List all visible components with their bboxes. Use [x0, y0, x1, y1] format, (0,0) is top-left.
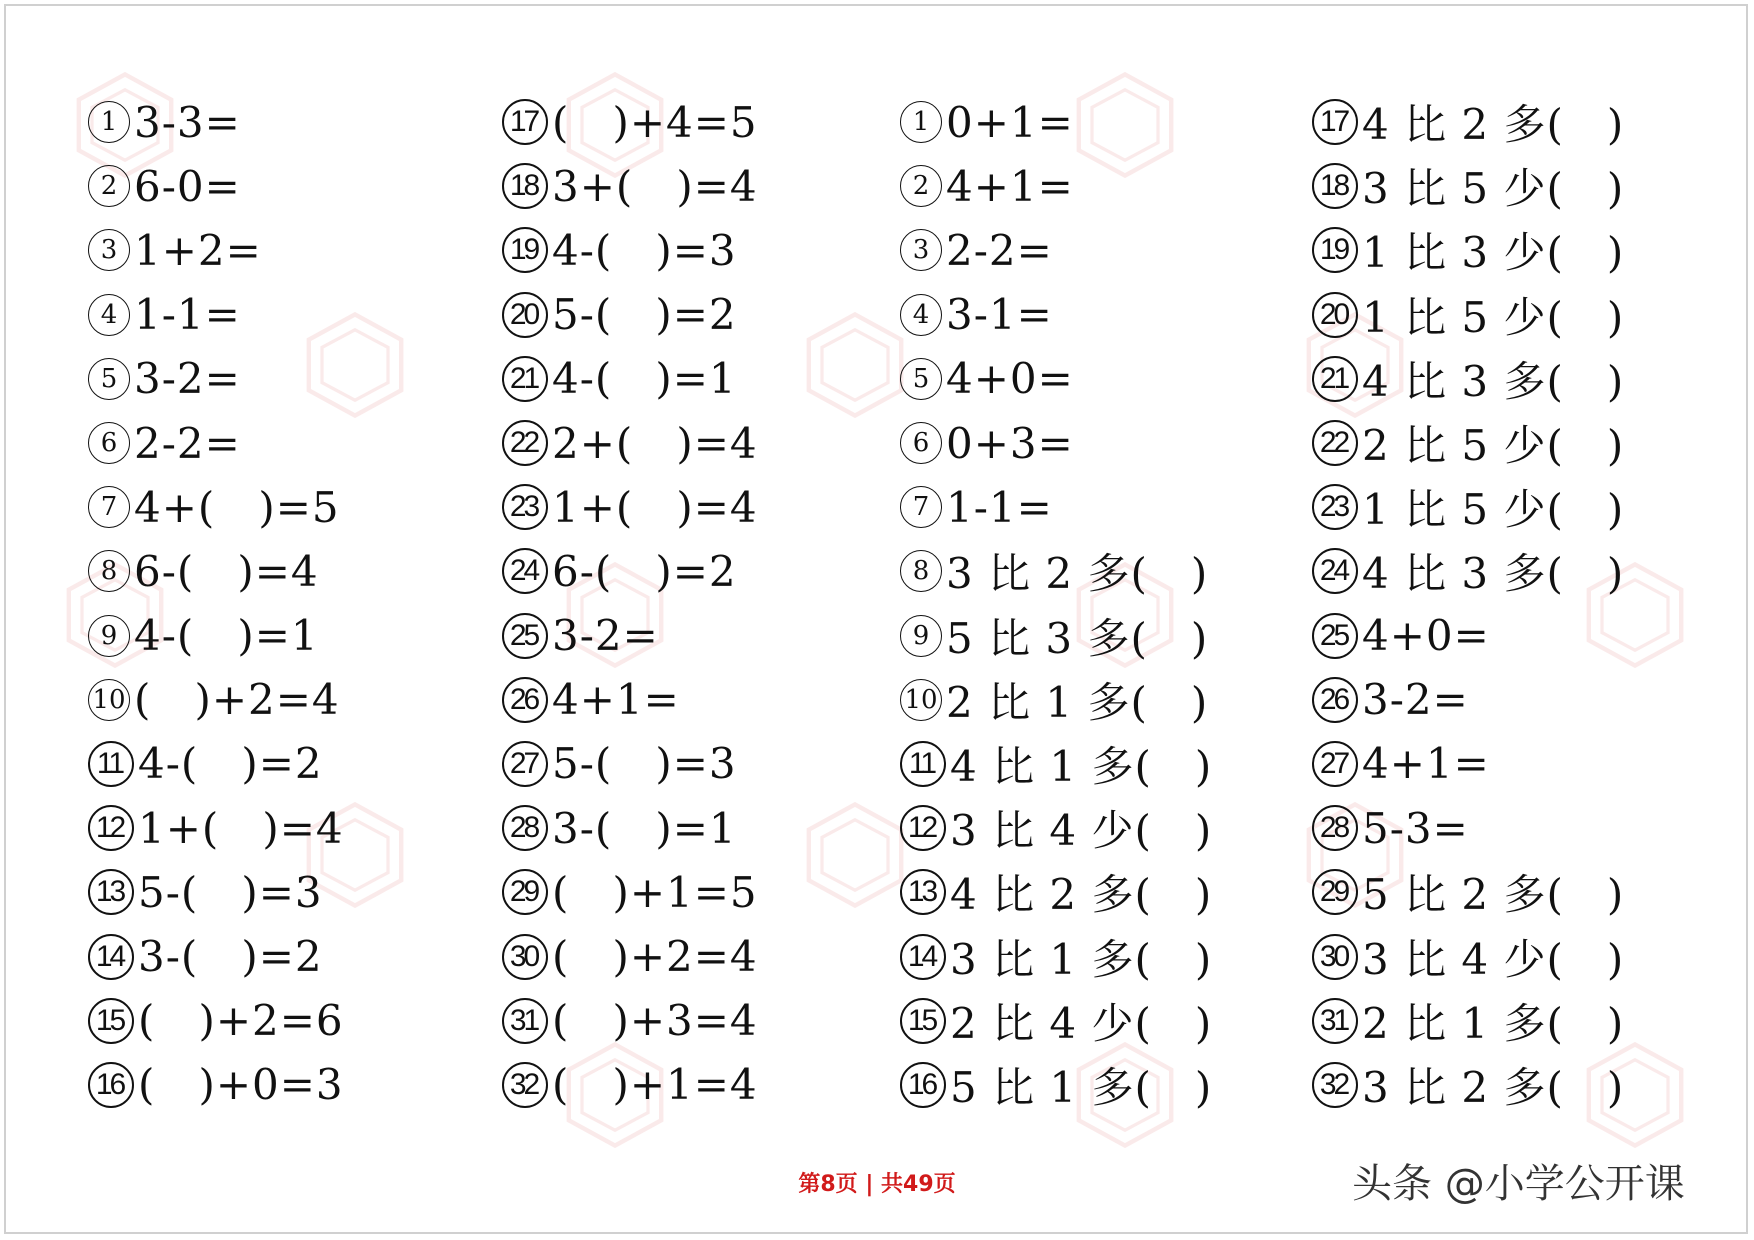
exercise-item — [1312, 154, 1624, 218]
exercise-item — [900, 668, 1212, 732]
problem-number-badge: 4 — [900, 294, 942, 336]
exercise-item — [900, 1053, 1212, 1117]
problem-expression: 5-( )=2 — [552, 290, 737, 340]
exercise-item — [1312, 90, 1624, 154]
exercise-item — [1312, 347, 1624, 411]
problem-number-badge: 27 — [1312, 741, 1358, 787]
problem-number-badge: 22 — [1312, 420, 1358, 466]
exercise-item — [502, 924, 758, 988]
exercise-item — [502, 154, 758, 218]
exercise-item — [900, 154, 1212, 218]
problem-number-badge: 20 — [502, 292, 548, 338]
problem-expression: 2-2= — [134, 418, 241, 468]
problem-expression: 4 比 2 多( ) — [950, 870, 1213, 920]
problem-expression: 1+( )=4 — [552, 482, 758, 532]
problem-expression: 3-( )=1 — [552, 803, 737, 853]
problem-number-badge: 11 — [88, 741, 134, 787]
exercise-item — [502, 668, 758, 732]
problem-expression: ( )+1=4 — [552, 1060, 758, 1110]
problem-expression: ( )+1=5 — [552, 867, 758, 917]
problem-number-badge: 23 — [1312, 484, 1358, 530]
exercise-item — [502, 475, 758, 539]
problem-number-badge: 29 — [1312, 869, 1358, 915]
problem-number-badge: 1 — [88, 101, 130, 143]
problem-number-badge: 15 — [900, 998, 946, 1044]
exercise-item — [900, 218, 1212, 282]
problem-expression: ( )+4=5 — [552, 97, 758, 147]
problem-expression: 3-2= — [552, 611, 659, 661]
problem-expression: ( )+2=6 — [138, 996, 344, 1046]
problem-expression: 4+1= — [552, 675, 680, 725]
problem-number-badge: 30 — [502, 934, 548, 980]
problem-number-badge: 19 — [502, 227, 548, 273]
problem-expression: 5 比 2 多( ) — [1362, 870, 1625, 920]
problem-number-badge: 7 — [88, 486, 130, 528]
watermark-hexagon — [800, 310, 910, 420]
problem-expression: 1 比 5 少( ) — [1362, 292, 1625, 342]
exercise-item — [900, 539, 1212, 603]
problem-expression: 5 比 1 多( ) — [950, 1062, 1213, 1112]
problem-number-badge: 6 — [900, 422, 942, 464]
exercise-item — [88, 411, 344, 475]
problem-number-badge: 20 — [1312, 292, 1358, 338]
exercise-item — [502, 90, 758, 154]
exercise-column-3 — [900, 90, 1212, 1117]
problem-expression: 6-( )=2 — [552, 546, 737, 596]
problem-expression: 0+3= — [946, 418, 1074, 468]
problem-expression: 4+1= — [1362, 739, 1490, 789]
problem-expression: 4+0= — [1362, 611, 1490, 661]
problem-expression: 3 比 1 多( ) — [950, 934, 1213, 984]
problem-expression: 3-2= — [1362, 675, 1469, 725]
exercise-item — [88, 989, 344, 1053]
problem-number-badge: 14 — [88, 934, 134, 980]
exercise-column-1 — [88, 90, 344, 1117]
problem-expression: ( )+3=4 — [552, 996, 758, 1046]
problem-number-badge: 31 — [1312, 998, 1358, 1044]
problem-number-badge: 32 — [502, 1062, 548, 1108]
problem-expression: 4+1= — [946, 161, 1074, 211]
exercise-item — [502, 604, 758, 668]
exercise-item — [88, 796, 344, 860]
problem-expression: 5-( )=3 — [552, 739, 737, 789]
problem-number-badge: 3 — [88, 229, 130, 271]
problem-number-badge: 30 — [1312, 934, 1358, 980]
exercise-item — [502, 732, 758, 796]
problem-expression: 1 比 3 少( ) — [1362, 228, 1625, 278]
problem-number-badge: 7 — [900, 486, 942, 528]
problem-expression: 1+( )=4 — [138, 803, 344, 853]
problem-number-badge: 3 — [900, 229, 942, 271]
problem-number-badge: 14 — [900, 934, 946, 980]
problem-number-badge: 4 — [88, 294, 130, 336]
problem-number-badge: 9 — [88, 615, 130, 657]
problem-number-badge: 25 — [1312, 613, 1358, 659]
problem-expression: 4 比 1 多( ) — [950, 741, 1213, 791]
exercise-item — [900, 924, 1212, 988]
problem-number-badge: 22 — [502, 420, 548, 466]
problem-expression: 4+0= — [946, 354, 1074, 404]
problem-number-badge: 13 — [900, 869, 946, 915]
exercise-item — [88, 668, 344, 732]
problem-number-badge: 25 — [502, 613, 548, 659]
problem-number-badge: 2 — [900, 165, 942, 207]
problem-number-badge: 6 — [88, 422, 130, 464]
problem-expression: 5-3= — [1362, 803, 1469, 853]
exercise-column-4 — [1312, 90, 1624, 1117]
problem-expression: 3-3= — [134, 97, 241, 147]
problem-expression: 4+( )=5 — [134, 482, 340, 532]
exercise-item — [502, 796, 758, 860]
problem-number-badge: 18 — [502, 163, 548, 209]
problem-expression: 3+( )=4 — [552, 161, 758, 211]
exercise-item — [502, 283, 758, 347]
exercise-item — [88, 90, 344, 154]
watermark-hexagon — [800, 800, 910, 910]
exercise-item — [502, 1053, 758, 1117]
problem-number-badge: 18 — [1312, 163, 1358, 209]
problem-number-badge: 13 — [88, 869, 134, 915]
problem-number-badge: 5 — [88, 358, 130, 400]
problem-expression: 3 比 4 少( ) — [950, 806, 1213, 856]
problem-expression: 2+( )=4 — [552, 418, 758, 468]
problem-expression: 4 比 3 多( ) — [1362, 549, 1625, 599]
problem-expression: 2 比 1 多( ) — [946, 677, 1209, 727]
page-counter: 第8页 | 共49页 — [798, 1172, 956, 1197]
problem-expression: ( )+2=4 — [134, 675, 340, 725]
exercise-item — [900, 475, 1212, 539]
problem-number-badge: 23 — [502, 484, 548, 530]
problem-expression: 3 比 2 多( ) — [946, 549, 1209, 599]
brand-watermark: 头条 @小学公开课 — [1352, 1161, 1685, 1207]
problem-expression: 4 比 3 多( ) — [1362, 356, 1625, 406]
exercise-item — [88, 283, 344, 347]
exercise-item — [1312, 924, 1624, 988]
problem-number-badge: 11 — [900, 741, 946, 787]
problem-expression: 1-1= — [134, 290, 241, 340]
exercise-item — [88, 1053, 344, 1117]
exercise-item — [1312, 218, 1624, 282]
problem-expression: 4-( )=1 — [552, 354, 737, 404]
exercise-item — [900, 860, 1212, 924]
problem-number-badge: 9 — [900, 615, 942, 657]
exercise-item — [1312, 668, 1624, 732]
exercise-item — [900, 90, 1212, 154]
problem-number-badge: 17 — [502, 99, 548, 145]
exercise-item — [502, 989, 758, 1053]
problem-expression: ( )+0=3 — [138, 1060, 344, 1110]
exercise-item — [88, 860, 344, 924]
problem-expression: 3-2= — [134, 354, 241, 404]
problem-number-badge: 17 — [1312, 99, 1358, 145]
problem-number-badge: 29 — [502, 869, 548, 915]
exercise-column-2 — [502, 90, 758, 1117]
problem-expression: 1-1= — [946, 482, 1053, 532]
problem-expression: 2 比 5 少( ) — [1362, 421, 1625, 471]
problem-number-badge: 1 — [900, 101, 942, 143]
problem-expression: 6-( )=4 — [134, 546, 319, 596]
problem-number-badge: 8 — [88, 550, 130, 592]
exercise-item — [88, 539, 344, 603]
problem-expression: ( )+2=4 — [552, 932, 758, 982]
problem-expression: 3-( )=2 — [138, 932, 323, 982]
problem-number-badge: 21 — [502, 356, 548, 402]
problem-expression: 3 比 4 少( ) — [1362, 934, 1625, 984]
exercise-item — [1312, 411, 1624, 475]
problem-number-badge: 26 — [502, 677, 548, 723]
exercise-item — [900, 283, 1212, 347]
exercise-item — [502, 539, 758, 603]
problem-number-badge: 27 — [502, 741, 548, 787]
exercise-item — [88, 604, 344, 668]
exercise-item — [1312, 989, 1624, 1053]
problem-number-badge: 31 — [502, 998, 548, 1044]
problem-number-badge: 16 — [900, 1062, 946, 1108]
problem-expression: 0+1= — [946, 97, 1074, 147]
exercise-item — [1312, 604, 1624, 668]
problem-expression: 5 比 3 多( ) — [946, 613, 1209, 663]
exercise-item — [1312, 1053, 1624, 1117]
problem-expression: 2-2= — [946, 225, 1053, 275]
problem-number-badge: 2 — [88, 165, 130, 207]
exercise-item — [88, 732, 344, 796]
problem-expression: 3 比 5 少( ) — [1362, 164, 1625, 214]
problem-number-badge: 12 — [900, 805, 946, 851]
problem-number-badge: 21 — [1312, 356, 1358, 402]
exercise-item — [900, 796, 1212, 860]
problem-expression: 2 比 1 多( ) — [1362, 998, 1625, 1048]
exercise-item — [88, 347, 344, 411]
exercise-item — [502, 860, 758, 924]
problem-number-badge: 28 — [1312, 805, 1358, 851]
problem-number-badge: 26 — [1312, 677, 1358, 723]
problem-number-badge: 12 — [88, 805, 134, 851]
exercise-item — [1312, 860, 1624, 924]
exercise-item — [502, 218, 758, 282]
problem-number-badge: 32 — [1312, 1062, 1358, 1108]
exercise-item — [900, 732, 1212, 796]
problem-expression: 5-( )=3 — [138, 867, 323, 917]
exercise-item — [1312, 475, 1624, 539]
problem-expression: 3-1= — [946, 290, 1053, 340]
exercise-item — [502, 411, 758, 475]
problem-number-badge: 15 — [88, 998, 134, 1044]
problem-expression: 4-( )=3 — [552, 225, 737, 275]
exercise-item — [1312, 539, 1624, 603]
exercise-item — [900, 989, 1212, 1053]
problem-expression: 1 比 5 少( ) — [1362, 485, 1625, 535]
problem-number-badge: 24 — [1312, 548, 1358, 594]
problem-number-badge: 10 — [88, 679, 130, 721]
exercise-item — [900, 411, 1212, 475]
problem-expression: 1+2= — [134, 225, 262, 275]
exercise-item — [1312, 732, 1624, 796]
exercise-item — [88, 218, 344, 282]
problem-number-badge: 16 — [88, 1062, 134, 1108]
problem-number-badge: 5 — [900, 358, 942, 400]
problem-expression: 2 比 4 少( ) — [950, 998, 1213, 1048]
exercise-item — [1312, 796, 1624, 860]
problem-number-badge: 19 — [1312, 227, 1358, 273]
problem-expression: 6-0= — [134, 161, 241, 211]
problem-number-badge: 24 — [502, 548, 548, 594]
problem-number-badge: 28 — [502, 805, 548, 851]
exercise-item — [900, 604, 1212, 668]
problem-expression: 3 比 2 多( ) — [1362, 1062, 1625, 1112]
exercise-item — [88, 924, 344, 988]
exercise-item — [88, 475, 344, 539]
problem-number-badge: 8 — [900, 550, 942, 592]
exercise-item — [88, 154, 344, 218]
problem-number-badge: 10 — [900, 679, 942, 721]
exercise-item — [502, 347, 758, 411]
problem-expression: 4-( )=1 — [134, 611, 319, 661]
problem-expression: 4-( )=2 — [138, 739, 323, 789]
problem-expression: 4 比 2 多( ) — [1362, 100, 1625, 150]
exercise-item — [1312, 283, 1624, 347]
exercise-item — [900, 347, 1212, 411]
